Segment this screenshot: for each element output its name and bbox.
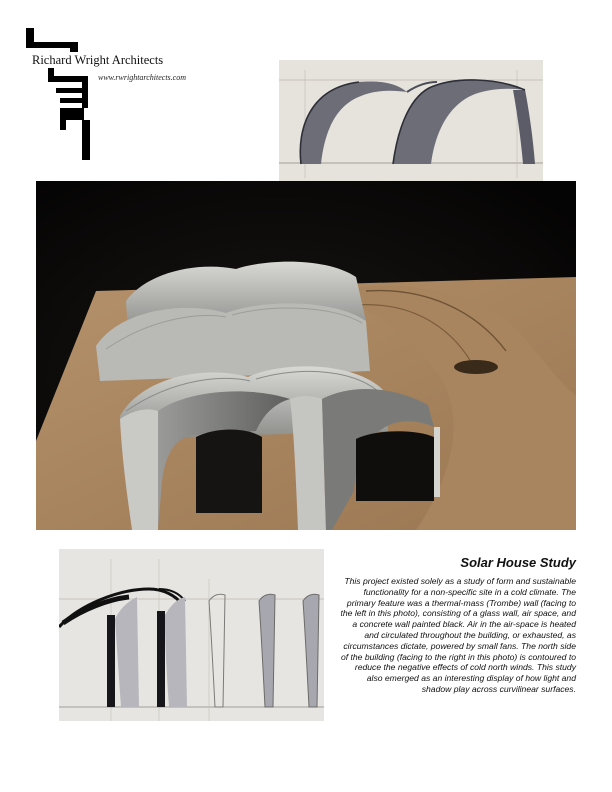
project-description: This project existed solely as a study of form and sustainable functionality for a non-specific site in a cold climate. The primary feature was a thermal-mass (Trombe) wall (facing to the left in this photo), consisting of a glass wall, air space, and a concrete wall painted black. Air in the air-space is heated and circulated throughout the building, or exhausted, as circumstances dictate, powered by small fans. The north side of the building (facing to the right in this photo) is contoured to reduce the negative effects of cold north winds. This study also emerged as an interesting display of how light and shadow play across curvilinear surfaces. <box>340 576 576 694</box>
project-title: Solar House Study <box>460 555 576 570</box>
arched-vault-elevation-sketch <box>279 60 543 190</box>
solar-house-model-photo <box>36 181 576 530</box>
vault-section-construction-sketch <box>59 549 324 721</box>
firm-url-link[interactable]: www.rwrightarchitects.com <box>98 73 186 82</box>
rwa-monogram-icon <box>26 28 96 162</box>
firm-name: Richard Wright Architects <box>32 53 164 67</box>
